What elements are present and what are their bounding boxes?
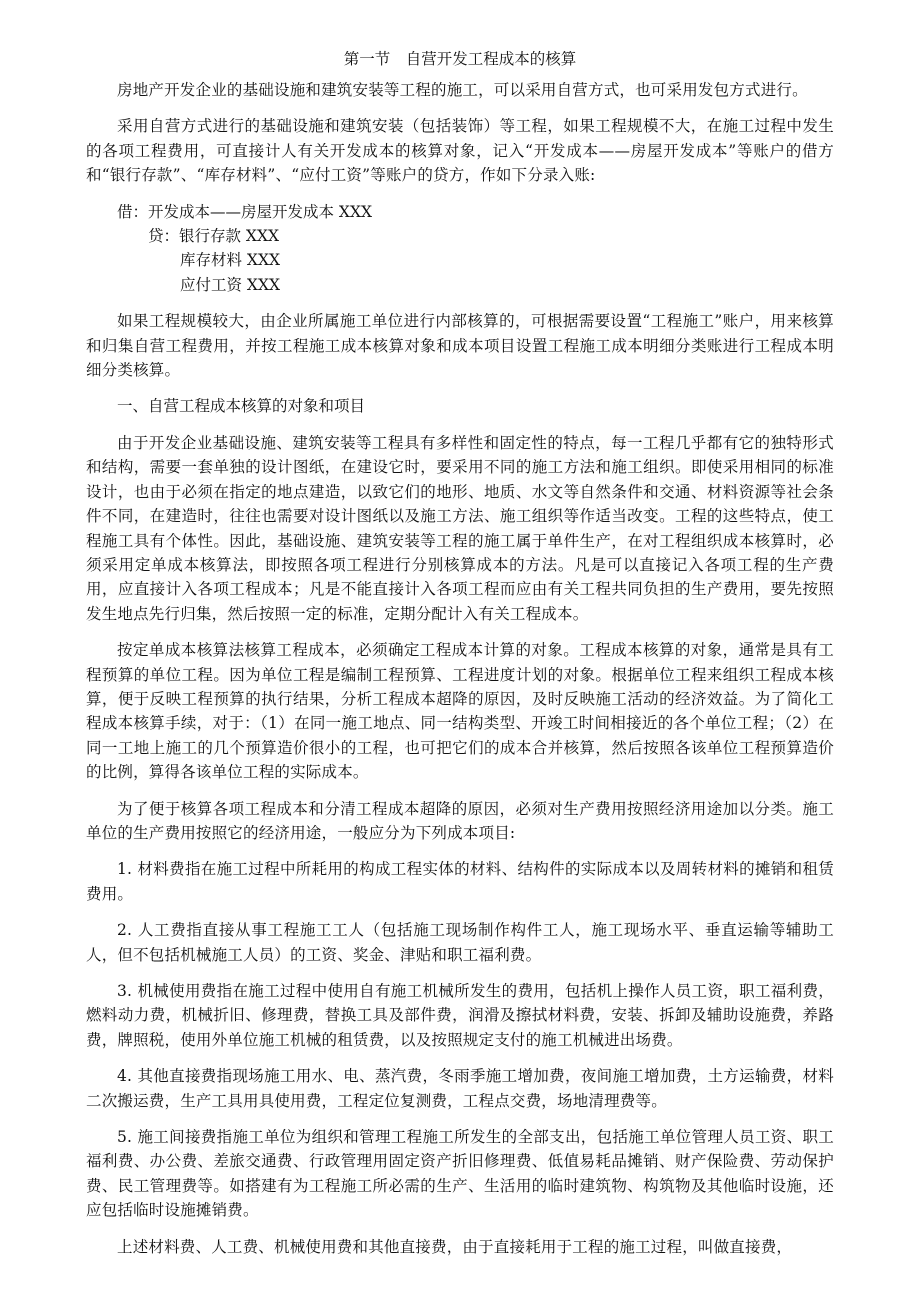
journal-entry-debit: 借：开发成本——房屋开发成本 XXX <box>117 202 373 221</box>
paragraph-large-scale: 如果工程规模较大，由企业所属施工单位进行内部核算的，可根据需要设置“工程施工”账户，用来核算和归集自营工程费用，并按工程施工成本核算对象和成本项目设置工程施工成本明细分类账进行工程成本明细分类核算。 <box>86 312 834 380</box>
list-item-materials: 1. 材料费指在施工过程中所耗用的构成工程实体的材料、结构件的实际成本以及周转材料的摊销和租赁费用。 <box>86 860 834 903</box>
list-item-indirect: 5. 施工间接费指施工单位为组织和管理工程施工所发生的全部支出，包括施工单位管理人员工资、职工福利费、办公费、差旅交通费、行政管理用固定资产折旧修理费、低值易耗品摊销、财产保险费、劳动保护费、民工管理费等。如搭建有为工程施工所必需的生产、生活用的临时建筑物、构筑物及其他临时设施，还应包括临时设施摊销费。 <box>86 1128 834 1220</box>
journal-entry-credit-bank: 贷：银行存款 XXX <box>148 227 280 246</box>
paragraph-order-costing: 按定单成本核算法核算工程成本，必须确定工程成本计算的对象。工程成本核算的对象，通常是具有工程预算的单位工程。因为单位工程是编制工程预算、工程进度计划的对象。根据单位工程来组织工程成本核算，便于反映工程预算的执行结果，分析工程成本超降的原因，及时反映施工活动的经济效益。为了简化工程成本核算手续，对于：（1）在同一施工地点、同一结构类型、开竣工时间相接近的各个单位工程；（2）在同一工地上施工的几个预算造价很小的工程，也可把它们的成本合并核算，然后按照各该单位工程预算造价的比例，算得各该单位工程的实际成本。 <box>86 641 834 782</box>
paragraph-cost-classification: 为了便于核算各项工程成本和分清工程成本超降的原因，必须对生产费用按照经济用途加以分类。施工单位的生产费用按照它的经济用途，一般应分为下列成本项目: <box>86 799 834 842</box>
paragraph-intro: 房地产开发企业的基础设施和建筑安装等工程的施工，可以采用自营方式，也可采用发包方式进行。 <box>117 81 808 99</box>
paragraph-self-operated: 采用自营方式进行的基础设施和建筑安装（包括装饰）等工程，如果工程规模不大，在施工过程中发生的各项工程费用，可直接计人有关开发成本的核算对象，记入“开发成本——房屋开发成本”等账户的借方和“银行存款”、“库存材料”、“应付工资”等账户的贷方，作如下分录入账: <box>86 117 834 185</box>
document-page <box>86 42 834 1292</box>
list-item-labor: 2. 人工费指直接从事工程施工工人（包括施工现场制作构件工人，施工现场水平、垂直运输等辅助工人，但不包括机械施工人员）的工资、奖金、津贴和职工福利费。 <box>86 921 834 964</box>
journal-entry-credit-wages: 应付工资 XXX <box>180 275 281 294</box>
paragraph-characteristics: 由于开发企业基础设施、建筑安装等工程具有多样性和固定性的特点，每一工程几乎都有它的独特形式和结构，需要一套单独的设计图纸，在建设它时，要采用不同的施工方法和施工组织。即使采用相同的标准设计，也由于必须在指定的地点建造，以致它们的地形、地质、水文等自然条件和交通、材料资源等社会条件不同，在建造时，往往也需要对设计图纸以及施工方法、施工组织等作适当改变。工程的这些特点，使工程施工具有个体性。因此，基础设施、建筑安装等工程的施工属于单件生产，在对工程组织成本核算时，必须采用定单成本核算法，即按照各项工程进行分别核算成本的方法。凡是可以直接记入各项工程的生产费用，应直接计入各项工程成本；凡是不能直接计入各项工程而应由有关工程共同负担的生产费用，要先按照发生地点先行归集，然后按照一定的标准，定期分配计入有关工程成本。 <box>86 433 834 623</box>
journal-entry <box>86 200 834 298</box>
list-item-machinery: 3. 机械使用费指在施工过程中使用自有施工机械所发生的费用，包括机上操作人员工资，职工福利费，燃料动力费，机械折旧、修理费，替换工具及部件费，润滑及擦拭材料费，安装、拆卸及辅助设施费，养路费，牌照税，使用外单位施工机械的租赁费，以及按照规定支付的施工机械进出场费。 <box>86 982 834 1049</box>
subsection-heading: 一、自营工程成本核算的对象和项目 <box>117 397 366 416</box>
list-item-other-direct: 4. 其他直接费指现场施工用水、电、蒸汽费，冬雨季施工增加费，夜间施工增加费，土方运输费，材料二次搬运费，生产工具用具使用费，工程定位复测费，工程点交费，场地清理费等。 <box>86 1067 834 1110</box>
journal-entry-credit-materials: 库存材料 XXX <box>180 251 281 270</box>
section-title: 第一节 自营开发工程成本的核算 <box>343 50 577 68</box>
paragraph-direct-costs: 上述材料费、人工费、机械使用费和其他直接费，由于直接耗用于工程的施工过程，叫做直接费， <box>117 1237 793 1256</box>
